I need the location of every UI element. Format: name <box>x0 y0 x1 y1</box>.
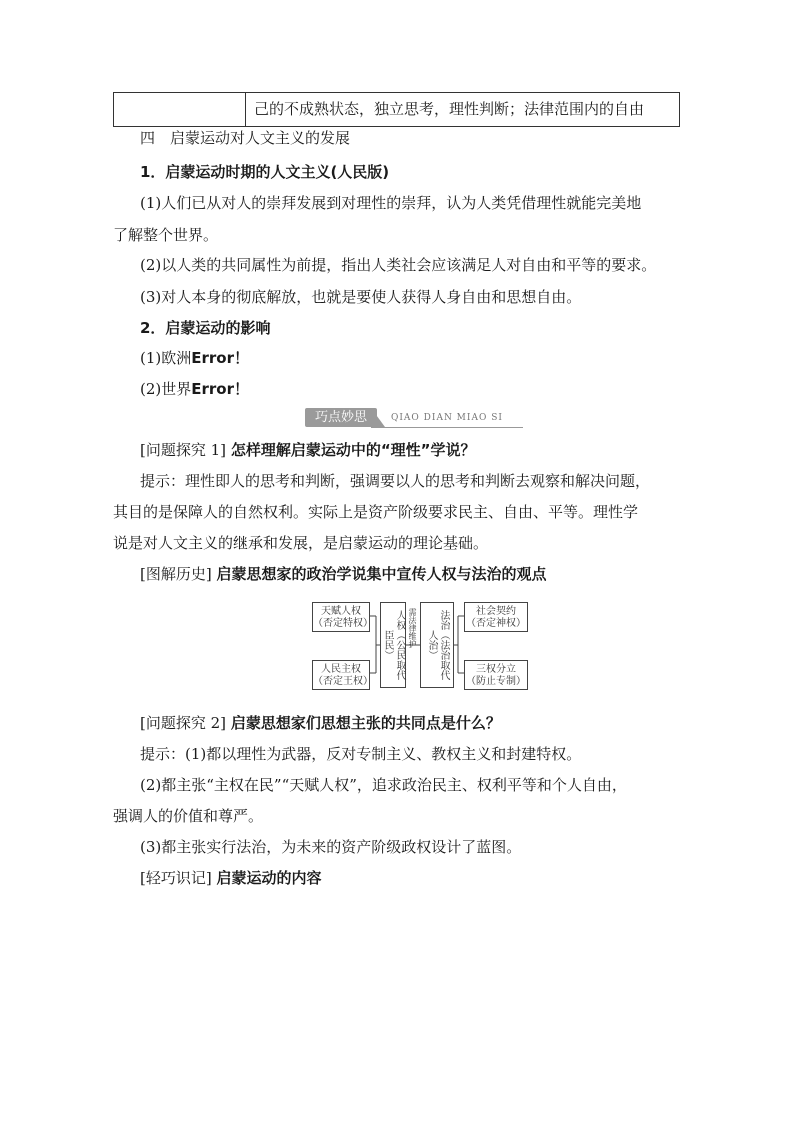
paragraph-2: (2)以人类的共同属性为前提，指出人类社会应该满足人对自由和平等的要求。 <box>140 256 657 274</box>
box-human-rights: 人权（公民取代臣民） <box>380 602 406 688</box>
error-text: Error！ <box>191 380 249 398</box>
paragraph-1b: 了解整个世界。 <box>113 226 219 244</box>
influence-europe-label: (1)欧洲 <box>140 349 192 367</box>
box-popular-sovereignty <box>312 660 373 690</box>
section-banner <box>305 408 523 430</box>
memo <box>140 868 322 888</box>
question-2-text: 启蒙思想家们思想主张的共同点是什么？ <box>230 714 501 732</box>
diagram <box>308 600 532 692</box>
influence-world-label: (2)世界 <box>140 380 192 398</box>
question-1-tag: [问题探究 1] <box>140 441 227 459</box>
diagram-intro-text: 启蒙思想家的政治学说集中宣传人权与法治的观点 <box>216 565 547 583</box>
box-separation-of-powers <box>464 660 528 690</box>
diagram-intro-tag: [图解历史] <box>140 565 212 583</box>
box-natural-rights <box>312 602 373 632</box>
answer-2a: 提示：(1)都以理性为武器，反对专制主义、教权主义和封建特权。 <box>140 745 582 763</box>
question-1-text: 怎样理解启蒙运动中的“理性”学说？ <box>230 441 476 459</box>
banner-label: 巧点妙思 <box>305 408 377 427</box>
box-separation-of-powers-text: 三权分立 （防止专制） <box>466 664 526 687</box>
error-text: Error！ <box>191 349 249 367</box>
section-heading: 四 启蒙运动对人文主义的发展 <box>140 129 351 147</box>
answer-1b: 其目的是保障人的自然权利。实际上是资产阶级要求民主、自由、平等。理性学 <box>113 503 639 521</box>
question-1 <box>140 440 476 460</box>
answer-1c: 说是对人文主义的继承和发展，是启蒙运动的理论基础。 <box>113 534 489 552</box>
paragraph-1a: (1)人们已从对人的崇拜发展到对理性的崇拜，认为人类凭借理性就能完美地 <box>140 194 642 212</box>
influence-world <box>140 379 249 399</box>
paragraph-3: (3)对人本身的彻底解放，也就是要使人获得人身自由和思想自由。 <box>140 288 582 306</box>
diagram-intro <box>140 564 547 584</box>
subheading-humanism: 1．启蒙运动时期的人文主义(人民版) <box>140 163 390 181</box>
label-needs-law: 需法律维护 <box>408 608 417 648</box>
table-row <box>113 92 680 127</box>
box-natural-rights-text: 天赋人权 （否定特权） <box>313 606 373 629</box>
box-social-contract-text: 社会契约 （否定神权） <box>466 606 526 629</box>
answer-2b: (2)都主张“主权在民”“天赋人权”，追求政治民主、权利平等和个人自由， <box>140 776 627 794</box>
box-social-contract <box>464 602 528 632</box>
table-cell-empty <box>114 93 246 126</box>
banner-underline <box>371 427 523 428</box>
answer-2c: 强调人的价值和尊严。 <box>113 807 264 825</box>
subheading-influence: 2．启蒙运动的影响 <box>140 319 271 337</box>
memo-text: 启蒙运动的内容 <box>216 869 322 887</box>
banner-pinyin: QIAO DIAN MIAO SI <box>391 413 503 423</box>
question-2-tag: [问题探究 2] <box>140 714 227 732</box>
table-cell-text: 己的不成熟状态，独立思考，理性判断；法律范围内的自由 <box>254 100 645 118</box>
question-2 <box>140 713 501 733</box>
answer-2d: (3)都主张实行法治，为未来的资产阶级政权设计了蓝图。 <box>140 838 522 856</box>
influence-europe <box>140 348 249 368</box>
memo-tag: [轻巧识记] <box>140 869 212 887</box>
box-rule-of-law: 法治（法治取代人治） <box>420 602 454 688</box>
box-popular-sovereignty-text: 人民主权 （否定王权） <box>313 664 373 687</box>
answer-1a: 提示：理性即人的思考和判断，强调要以人的思考和判断去观察和解决问题， <box>140 472 651 490</box>
